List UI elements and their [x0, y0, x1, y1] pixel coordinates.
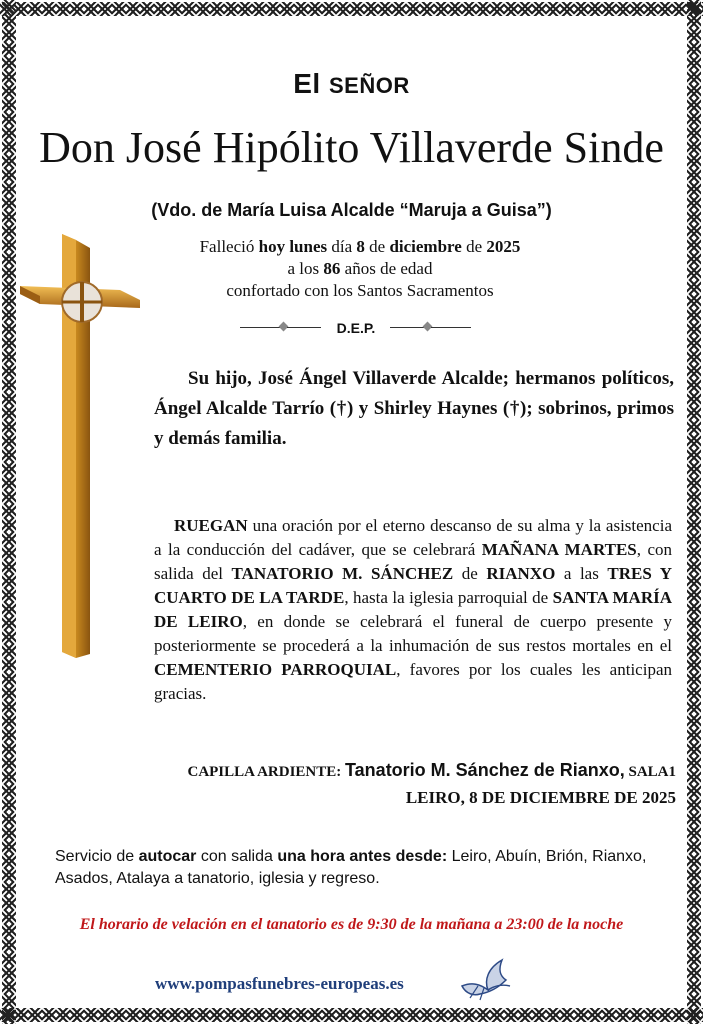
chapel-place: Tanatorio M. Sánchez de Rianxo,	[345, 760, 625, 780]
date-line: LEIRO, 8 DE DICIEMBRE DE 2025	[405, 788, 676, 807]
chapel-info	[187, 760, 676, 781]
cross-icon	[20, 234, 144, 658]
dep-text: D.E.P.	[336, 320, 376, 336]
heading	[0, 68, 703, 100]
heading-title: SEÑOR	[329, 73, 410, 98]
schedule-note: El horario de velación en el tanatorio es de 9:30 de la mañana a 23:00 de la noche	[79, 916, 624, 933]
death-info	[150, 236, 570, 302]
chapel-room: SALA1	[624, 764, 676, 780]
deceased-name: Don José Hipólito Villaverde Sinde	[39, 123, 664, 172]
bus-service: Servicio de autocar con salida una hora antes desde: Leiro, Abuín, Brión, Rianxo, Asados, Atalaya a tanatorio, iglesia y regreso.	[55, 848, 647, 887]
dep-separator	[240, 320, 472, 342]
widow-of: (Vdo. de María Luisa Alcalde “Maruja a Guisa”)	[151, 200, 552, 220]
border-top	[0, 0, 703, 18]
dove-logo-icon	[458, 956, 514, 1002]
death-line-1: Falleció hoy lunes día 8 de diciembre de 2025	[199, 237, 521, 256]
chapel-label: CAPILLA ARDIENTE:	[187, 764, 346, 780]
website-link[interactable]: www.pompasfunebres-europeas.es	[155, 974, 404, 993]
heading-prefix: El	[293, 68, 321, 99]
prayer-text: RUEGAN una oración por el eterno descanso de su alma y la asistencia a la conducción del cadáver, que se celebrará MAÑANA MARTES, con salida del TANATORIO M. SÁNCHEZ de RIANXO a las TRES Y CUARTO DE LA TARDE, hasta la iglesia parroquial de SANTA MARÍA DE LEIRO, en donde se celebrará el funeral de cuerpo presente y posteriormente se procederá a la inhumación de sus restos mortales en el CEMENTERIO PARROQUIAL, favores por los cuales les anticipan gracias.	[154, 516, 673, 703]
border-bottom	[0, 1006, 703, 1024]
death-line-3: confortado con los Santos Sacramentos	[226, 281, 494, 300]
death-line-2: a los 86 años de edad	[287, 259, 433, 278]
family-text: Su hijo, José Ángel Villaverde Alcalde; hermanos políticos, Ángel Alcalde Tarrío (†) y Shirley Haynes (†); sobrinos, primos y demás familia.	[154, 368, 674, 449]
